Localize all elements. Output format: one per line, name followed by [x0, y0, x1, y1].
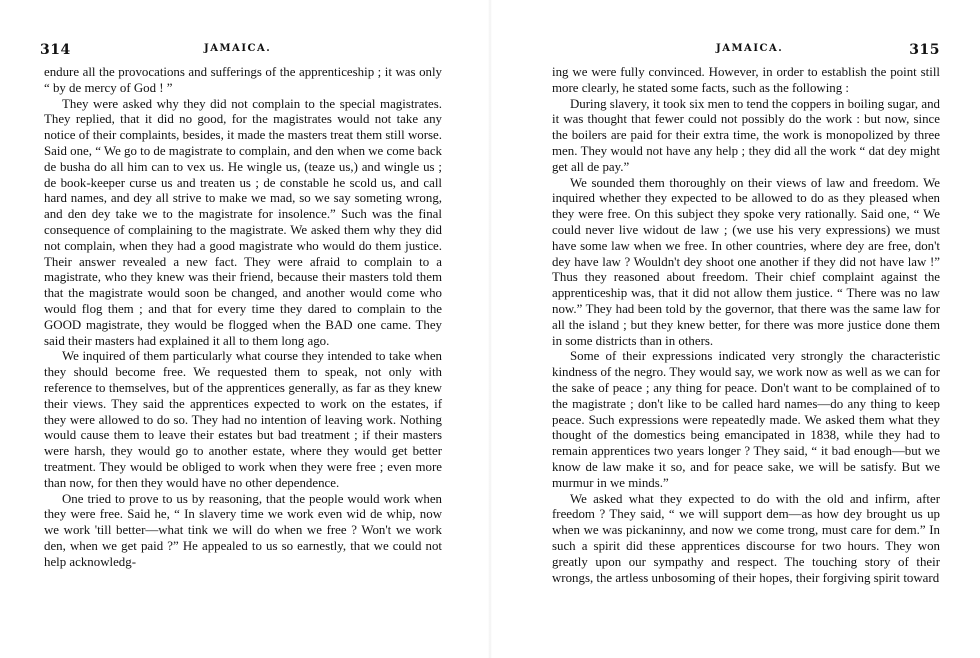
page-number: 314 — [40, 42, 71, 58]
page-body — [44, 65, 442, 571]
page-number: 315 — [909, 42, 940, 58]
paragraph: One tried to prove to us by reasoning, that the people would work when they were free. Said he, “ In slavery time we work even wid de whip, now we work 'till better—what tink we will do when we free ? Won't we work den, when we get paid ?” He appealed to us so earnestly, that we could not help acknowledg- — [44, 491, 442, 569]
paragraph: endure all the provocations and sufferings of the apprenticeship ; it was only “ by de mercy of God ! ” — [44, 65, 442, 95]
paragraph: They were asked why they did not complain to the special magistrates. They replied, that it did no good, for the magistrates would not take any notice of their complaints, besides, it made the masters treat them still worse. Said one, “ We go to de magistrate to complain, and den when we come back de busha do all him can to vex us. He wingle us, (teaze us,) and wingle us ; de book-keeper curse us and treaten us ; de constable he scold us, and call hard names, and dey all strive to make we mad, so we say someting wrong, and den dey take we to the magistrate for insolence.” Such was the final consequence of complaining to the magistrate. We asked them why they did not complain, when they had a good magistrate who would do them justice. Their answer revealed a new fact. They were afraid to complain to a magistrate, who they knew was their friend, because their masters told them that the magistrate would soon be changed, and another would come who would flog them ; and that for every time they dared to complain to the GOOD magistrate, they would be flogged when the BAD one came. They said their masters had explained it all to them long ago. — [44, 96, 442, 348]
paragraph: We inquired of them particularly what course they intended to take when they should become free. We requested them to speak, not only with reference to themselves, but of the apprentices generally, as far as they knew their views. They said the apprentices expected to work on the estates, if they were allowed to do so. They had no intention of leaving work. Nothing would cause them to leave their estates but bad treatment ; if their masters were harsh, they would go to another estate, where they would get better treatment. They would be obliged to work when they were free ; even more than now, for then they would have no other dependence. — [44, 349, 442, 490]
paragraph: Some of their expressions indicated very strongly the characteristic kindness of the negro. They would say, we work now as well as we can for the sake of peace ; any thing for peace. Don't want to be complained of to the magistrate ; don't like to be called hard names—do any thing to keep peace. Such expressions were repeatedly made. We asked them what they thought of the domestics being emancipated in 1838, while they had to remain apprentices two years longer ? They said, “ it bad enough—but we know de law make it so, and for peace sake, we will be satisfy. But we murmur in we minds.” — [552, 349, 940, 490]
page-body — [552, 65, 940, 586]
paragraph: During slavery, it took six men to tend the coppers in boiling sugar, and it was thought that fewer could not possibly do the work : but now, since the boilers are paid for their extra time, the work is monopolized by three men. They would not have any help ; they did all the work “ dat dey might get all de pay.” — [552, 96, 940, 174]
paragraph: We sounded them thoroughly on their views of law and freedom. We inquired whether they expected to be allowed to do as they pleased when they were free. On this subject they spoke very rationally. Said one, “ We could never live widout de law ; (we use his very expressions) we must have some law when we free. In other countries, where dey are free, don't dey have law ? Wouldn't dey shoot one another if they did not have law !” Thus they reasoned about freedom. Their chief complaint against the apprenticeship was, that it did not allow them justice. “ There was no law now.” They had been told by the governor, that there was the same law for all the island ; but they knew better, for there was more justice done them in some districts than in others. — [552, 175, 940, 348]
book-gutter — [488, 0, 492, 658]
running-title: JAMAICA. — [204, 43, 272, 54]
paragraph: We asked what they expected to do with the old and infirm, after freedom ? They said, “ we will support dem—as how dey brought us up when we was pickaninny, and now we come trong, must care for dem.” In such a spirit did these apprentices discourse for two hours. They won greatly upon our sympathy and respect. The touching story of their wrongs, the artless unbosoming of their hopes, their forgiving spirit toward — [552, 491, 940, 585]
running-title: JAMAICA. — [716, 43, 784, 54]
paragraph: ing we were fully convinced. However, in order to establish the point still more clearly, he stated some facts, such as the following : — [552, 65, 940, 95]
